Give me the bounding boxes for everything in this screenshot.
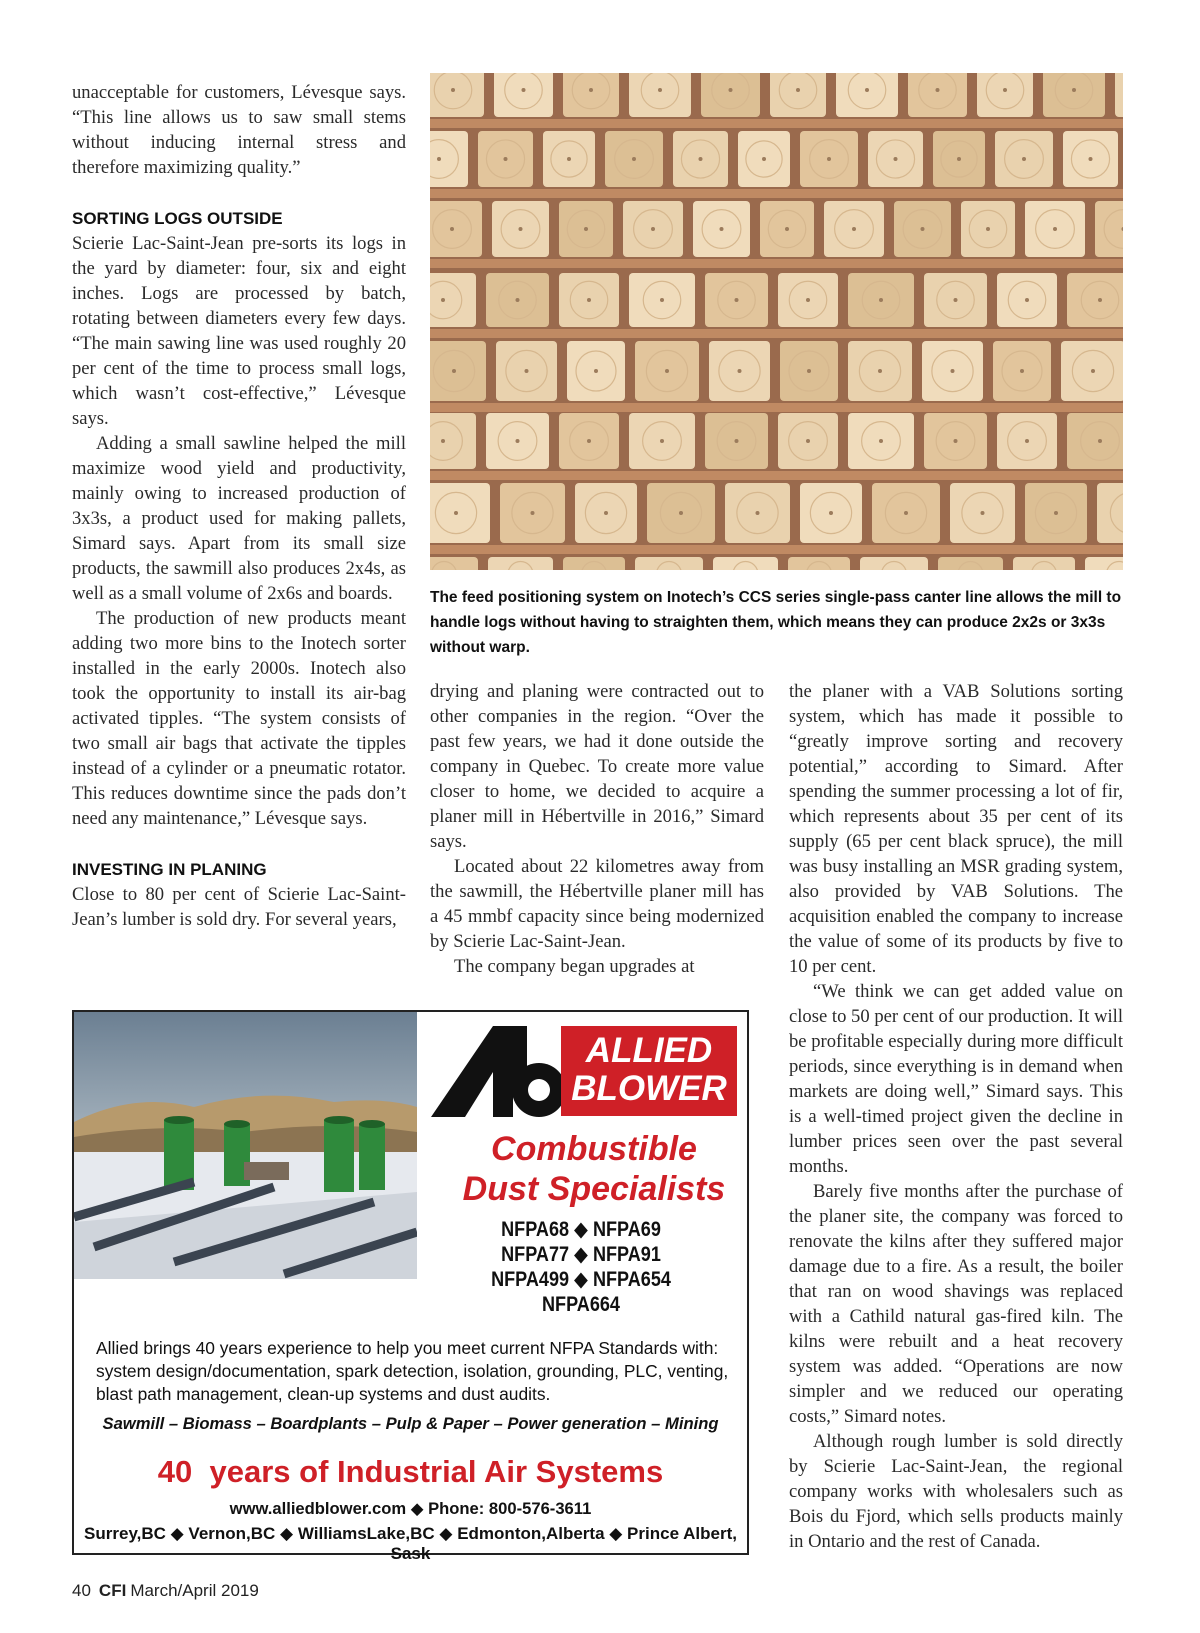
lumber-end [1025,201,1085,257]
lumber-end [430,273,476,327]
magazine-name: CFI [98,1581,127,1600]
tagline-line1: Combustible [491,1130,697,1168]
lumber-end [575,483,637,543]
brand-name-line2: BLOWER [571,1069,727,1108]
lumber-end [494,73,553,117]
lumber-end [1013,557,1075,570]
lumber-end [1067,413,1123,469]
lumber-end [500,483,565,543]
lumber-end [924,273,987,327]
lumber-end [605,131,663,187]
brand-name-line1: ALLIED [585,1031,713,1070]
nfpa-line: NFPA499 ◆ NFPA654 [491,1268,671,1291]
article-column-2 [430,679,764,979]
lumber-end [894,201,951,257]
lumber-end [868,131,923,187]
paragraph: Scierie Lac-Saint-Jean pre-sorts its logs in the yard by diameter: four, six and eight inches. Logs are processed by batch, rotating between diameters every few days. “The main sawing line was used roughly 20 per cent of the time to process small logs, which wasn’t cost-effective,” Lévesque says. [72,233,406,429]
lumber-end [993,341,1051,401]
lumber-end [543,131,595,187]
lumber-end [488,557,553,570]
brand-name-box [561,1026,737,1116]
lumber-end [563,557,625,570]
ad-body-text: Allied brings 40 years experience to help you meet current NFPA Standards with: system design/documentation, spark detection, isolation, grounding, PLC, venting, blast path management, clean-up systems and dust audits. [96,1338,729,1404]
paragraph: Although rough lumber is sold directly by Scierie Lac-Saint-Jean, the regional company works with wholesalers such as Bois du Fjord, which sells products mainly in Ontario and the rest of Canada. [789,1431,1123,1552]
paragraph: The company began upgrades at [454,956,695,977]
lumber-end [563,73,619,117]
lumber-stack-image [430,73,1123,570]
nfpa-line: NFPA68 ◆ NFPA69 [501,1218,661,1241]
article-column-1 [72,80,406,932]
lumber-end [635,341,699,401]
lumber-end [430,483,490,543]
lumber-end [933,131,985,187]
lumber-end [705,413,768,469]
lumber-end [1085,557,1123,570]
paragraph: the planer with a VAB Solutions sorting system, which has made it possible to “greatly improve sorting and recovery potential,” according to Simard. After spending the summer processing a lot of fir, which represents about 35 per cent of its supply (65 per cent black spruce), the mill was busy installing an MSR grading system, also provided by VAB Solutions. The acquisition enabled the company to increase the value of some of its products by five to 10 per cent. [789,681,1123,977]
lumber-end [961,201,1015,257]
lumber-end [709,341,770,401]
photo-caption: The feed positioning system on Inotech’s CCS series single-pass canter line allows the mill to handle logs without having to straighten them, which means they can produce 2x2s or 3x3s without warp. [430,589,1122,656]
lumber-end [486,273,549,327]
lumber-end [1063,131,1118,187]
issue-date: March/April 2019 [130,1581,259,1600]
lumber-end [922,341,983,401]
lumber-end [995,131,1053,187]
lumber-end [559,273,619,327]
lumber-end [848,273,914,327]
section-heading: INVESTING IN PLANING [72,860,267,879]
page-footer [72,1581,259,1601]
lumber-end [693,201,750,257]
paragraph: Adding a small sawline helped the mill maximize wood yield and productivity, mainly owing to increased production of 3x3s, a product used for making pallets, Simard says. Apart from its small size products, the sawmill also produces 2x4s, as well as a small volume of 2x6s and boards. [72,433,406,604]
lumber-end [623,201,683,257]
lumber-end [496,341,557,401]
paragraph: Close to 80 per cent of Scierie Lac-Saint-Jean’s lumber is sold dry. For several years, [72,884,406,930]
lumber-end [860,557,928,570]
lumber-end [824,201,884,257]
lumber-end [848,341,912,401]
nfpa-line: NFPA664 [542,1293,620,1316]
lumber-end [567,341,625,401]
lumber-end [705,273,768,327]
lumber-end [430,131,468,187]
ad-locations: Surrey,BC ◆ Vernon,BC ◆ WilliamsLake,BC ◆ Edmonton,Alberta ◆ Prince Albert, Sask [84,1524,737,1563]
lumber-end [848,413,914,469]
lumber-end [950,483,1015,543]
paragraph: unacceptable for customers, Lévesque says. “This line allows us to saw small stems without inducing internal stress and therefore maximizing quality.” [72,82,406,178]
lumber-end [559,201,613,257]
lumber-end [938,557,1003,570]
lumber-end [430,413,476,469]
lumber-end [908,73,967,117]
lumber-end [430,73,484,117]
lumber-end [1061,341,1123,401]
lumber-end [478,131,533,187]
lumber-end [1095,201,1123,257]
lumber-end [725,483,790,543]
lumber-end [629,273,695,327]
ad-headline: 40 years of Industrial Air Systems [157,1454,664,1489]
lumber-end [647,483,715,543]
lumber-end [1115,73,1123,117]
lumber-end [430,341,486,401]
lumber-end [635,557,703,570]
lumber-end [872,483,940,543]
lumber-end [486,413,549,469]
lumber-end [430,557,478,570]
lumber-end [924,413,987,469]
ad-sectors: Sawmill – Biomass – Boardplants – Pulp & Paper – Power generation – Mining [102,1414,719,1433]
lumber-end [997,413,1057,469]
lumber-end [701,73,760,117]
lumber-end [788,557,850,570]
lumber-end [492,201,549,257]
article-column-3 [789,679,1123,1554]
lumber-end [673,131,728,187]
paragraph: drying and planing were contracted out to other companies in the region. “Over the past few years, we had it done outside the company in Quebec. To create more value closer to home, we decided to acquire a planer mill in Hébertville in 2016,” Simard says. [430,681,764,852]
lumber-end [738,131,790,187]
page-number: 40 [72,1581,91,1600]
lumber-end [1097,483,1123,543]
lumber-end [770,73,826,117]
paragraph: Located about 22 kilometres away from the sawmill, the Hébertville planer mill has a 45 mmbf capacity since being modernized by Scierie Lac-Saint-Jean. [430,856,764,952]
section-heading: SORTING LOGS OUTSIDE [72,209,283,228]
nfpa-standards-list [452,1217,710,1317]
lumber-end [1043,73,1105,117]
lumber-end [760,201,814,257]
facility-image [74,1012,417,1279]
lumber-end [780,341,838,401]
ad-contact: www.alliedblower.com ◆ Phone: 800-576-3611 [229,1499,592,1518]
lumber-end [836,73,898,117]
lumber-end [430,201,482,257]
lumber-end [559,413,619,469]
lumber-stack-photo [430,73,1123,570]
lumber-end [629,413,695,469]
lumber-end [977,73,1033,117]
lumber-end [713,557,778,570]
paragraph: “We think we can get added value on close to 50 per cent of our production. It will be profitable especially during more difficult periods, since everything is in demand when markets are doing well,” Simard says. This is a well-timed project given the decline in lumber prices seen over the past several months. [789,981,1123,1177]
lumber-end [800,131,858,187]
lumber-end [778,413,838,469]
allied-blower-advertisement [72,1010,749,1563]
lumber-end [778,273,838,327]
lumber-end [629,73,691,117]
paragraph: Barely five months after the purchase of the planer site, the company was forced to renovate the kilns after they suffered major damage due to a fire. As a result, the boiler that ran on wood shavings was replaced with a Cathild natural gas-fired kiln. The kilns were rebuilt and a heat recovery system was added. “Operations are now simpler and we reduced our operating costs,” Simard notes. [789,1181,1123,1427]
nfpa-line: NFPA77 ◆ NFPA91 [501,1243,661,1266]
paragraph: The production of new products meant adding two more bins to the Inotech sorter installed in the early 2000s. Inotech also took the opportunity to install its air-bag activated tipples. “The system consists of two small air bags that activate the tipples instead of a cylinder or a pneumatic rotator. This reduces downtime since the pads don’t need any maintenance,” Lévesque says. [72,608,406,829]
lumber-end [800,483,862,543]
tagline-line2: Dust Specialists [462,1170,726,1208]
ad-tagline [444,1129,744,1209]
dust-collection-facility-photo [74,1012,417,1279]
lumber-end [1025,483,1087,543]
lumber-end [997,273,1057,327]
lumber-end [1067,273,1123,327]
